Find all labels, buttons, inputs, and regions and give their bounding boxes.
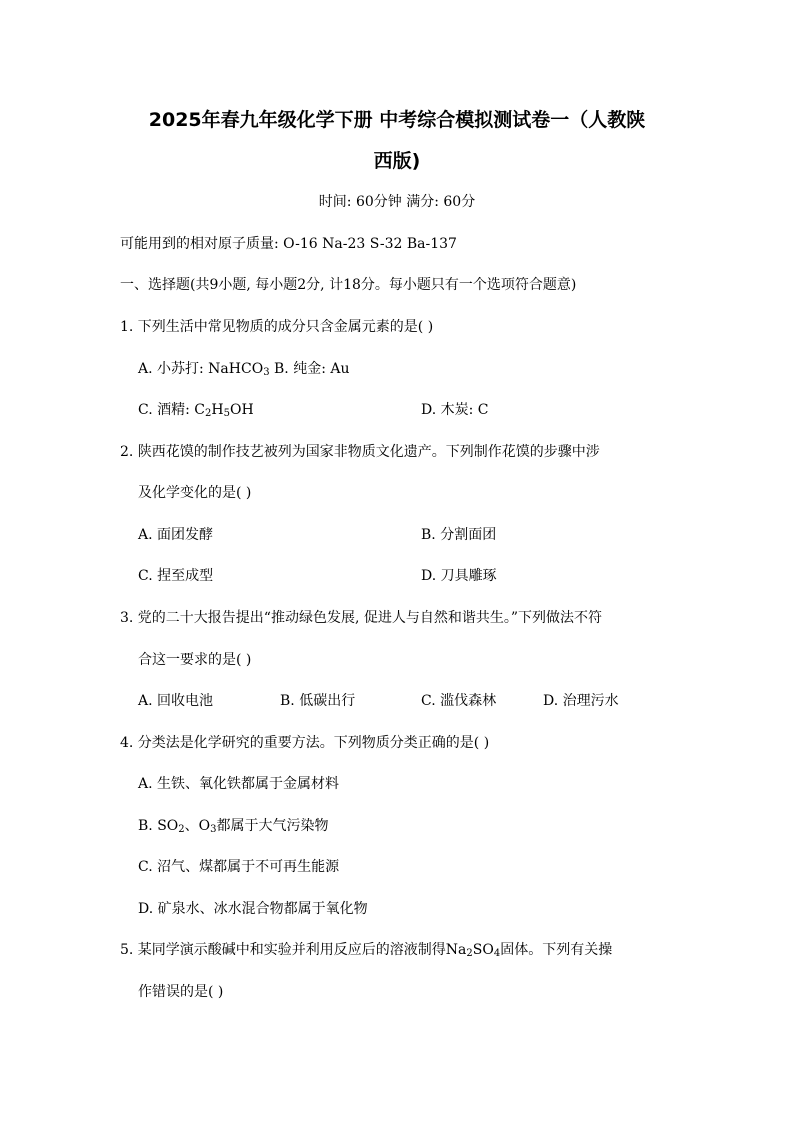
question-2-option-a: A. 面团发酵 <box>138 527 214 543</box>
question-1-option-d: D. 木炭: C <box>421 402 489 418</box>
exam-title-line-2: 西版) <box>373 150 421 172</box>
question-3-option-d: D. 治理污水 <box>543 693 619 709</box>
question-4-stem: 4. 分类法是化学研究的重要方法。下列物质分类正确的是( ) <box>120 735 490 751</box>
exam-title-line-1: 2025年春九年级化学下册 中考综合模拟测试卷一（人教陕 <box>148 109 646 131</box>
question-3-stem-line-1: 3. 党的二十大报告提出“推动绿色发展, 促进人与自然和谐共生。”下列做法不符 <box>120 610 603 626</box>
question-3-option-c: C. 滥伐森林 <box>421 693 497 709</box>
question-3-option-b: B. 低碳出行 <box>280 693 356 709</box>
question-2-stem-line-1: 2. 陕西花馍的制作技艺被列为国家非物质文化遗产。下列制作花馍的步骤中涉 <box>120 444 600 460</box>
time-and-score: 时间: 60分钟 满分: 60分 <box>318 194 476 210</box>
question-5-stem-line-1: 5. 某同学演示酸碱中和实验并利用反应后的溶液制得$Na_2SO_4$固体。下列有关操 <box>120 942 613 959</box>
question-5-stem-line-2: 作错误的是( ) <box>138 984 224 1000</box>
question-1-stem: 1. 下列生活中常见物质的成分只含金属元素的是( ) <box>120 319 434 335</box>
section-1-heading: 一、选择题(共9小题, 每小题2分, 计18分。每小题只有一个选项符合题意) <box>120 277 577 293</box>
question-2-option-d: D. 刀具雕琢 <box>421 568 497 584</box>
question-4-option-a: A. 生铁、氧化铁都属于金属材料 <box>138 776 340 792</box>
question-2-stem-line-2: 及化学变化的是( ) <box>138 485 252 501</box>
question-2-option-b: B. 分割面团 <box>421 527 497 543</box>
atomic-mass-note: 可能用到的相对原子质量: O-16 Na-23 S-32 Ba-137 <box>120 236 457 252</box>
question-2-option-c: C. 捏至成型 <box>138 568 214 584</box>
question-1-option-b: B. 纯金: Au <box>269 361 350 377</box>
question-1-option-a: A. 小苏打: NaHCO$_3$ B. 纯金: Au <box>138 361 350 378</box>
question-4-option-d: D. 矿泉水、冰水混合物都属于氧化物 <box>138 901 368 917</box>
question-1-option-c: C. 酒精: $C_2H_5OH$ <box>138 402 254 419</box>
question-3-option-a: A. 回收电池 <box>138 693 214 709</box>
question-4-option-b: B. $SO_2$、$O_3$都属于大气污染物 <box>138 818 329 835</box>
question-4-option-c: C. 沼气、煤都属于不可再生能源 <box>138 859 340 875</box>
question-3-stem-line-2: 合这一要求的是( ) <box>138 652 252 668</box>
